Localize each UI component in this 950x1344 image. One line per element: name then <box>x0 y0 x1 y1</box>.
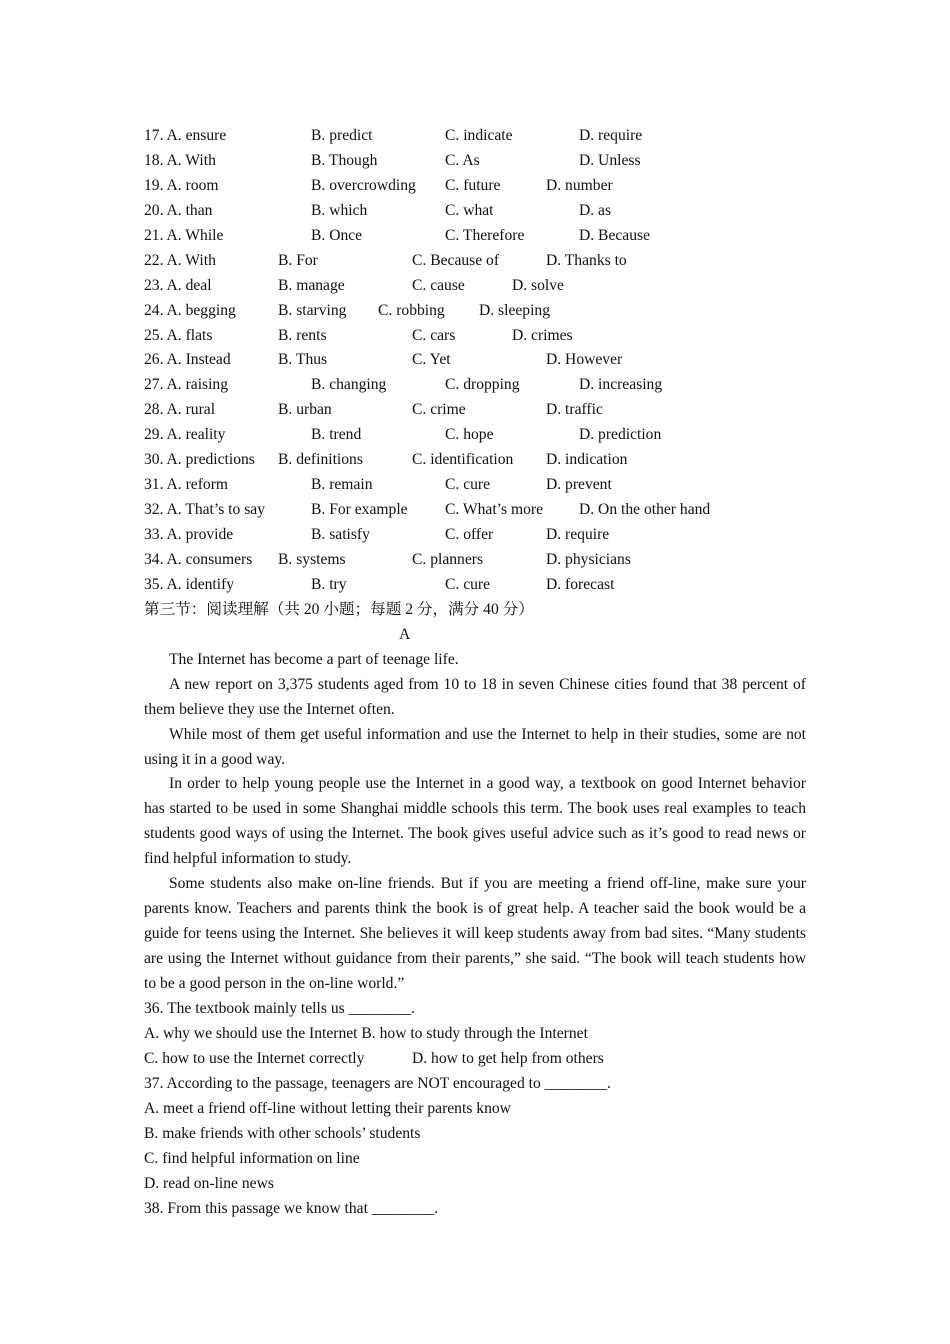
question-row-35 <box>144 573 806 598</box>
question-stem: 36. The textbook mainly tells us ________. <box>144 1000 415 1018</box>
question-row-33 <box>144 523 806 548</box>
option-d: D. Thanks to <box>546 251 627 269</box>
option-a: 32. A. That’s to say <box>144 501 265 519</box>
question-row-29 <box>144 423 806 448</box>
option-c: C. identification <box>412 451 514 469</box>
question-37 <box>144 1072 806 1197</box>
option-d: D. require <box>579 127 643 144</box>
option-d: D. physicians <box>546 550 631 568</box>
option-c: C. cure <box>445 476 491 494</box>
option-a: 28. A. rural <box>144 401 216 419</box>
option-d: D. number <box>546 176 613 194</box>
option-b: B. For example <box>311 501 408 519</box>
option-c: C. robbing <box>378 301 445 319</box>
option-c: C. As <box>445 151 480 169</box>
question-stem: 38. From this passage we know that ________. <box>144 1199 439 1217</box>
option-a: 24. A. begging <box>144 301 236 319</box>
question-row-25 <box>144 324 806 349</box>
option-a: 18. A. With <box>144 151 216 169</box>
option-a: 34. A. consumers <box>144 550 253 568</box>
question-38 <box>144 1197 806 1222</box>
option-a: 20. A. than <box>144 201 213 219</box>
question-row-28 <box>144 398 806 423</box>
option-b: B. Once <box>311 226 363 244</box>
question-row-32 <box>144 498 806 523</box>
option-d: D. increasing <box>579 376 663 394</box>
question-row-31 <box>144 473 806 498</box>
option-c: C. Because of <box>412 251 500 269</box>
option-a: 26. A. Instead <box>144 351 231 369</box>
option-c: C. Yet <box>412 351 451 369</box>
option-b: B. remain <box>311 476 373 494</box>
option-a: 25. A. flats <box>144 326 213 344</box>
question-stem: 37. According to the passage, teenagers are NOT encouraged to ________. <box>144 1074 611 1092</box>
option-d: D. prevent <box>546 476 612 494</box>
reading-passage <box>144 648 806 997</box>
option-b: B. Thus <box>278 351 328 369</box>
option-b: B. definitions <box>278 451 363 469</box>
option-d: D. On the other hand <box>579 501 711 519</box>
option-b: B. urban <box>278 401 332 419</box>
option-c: C. cure <box>445 575 491 593</box>
option-a: 27. A. raising <box>144 376 229 394</box>
option-a: 17. A. ensure <box>144 127 227 144</box>
option-a: 21. A. While <box>144 226 224 244</box>
question-row-18 <box>144 149 806 174</box>
option-d: D. crimes <box>512 326 573 344</box>
option-d: D. forecast <box>546 575 615 593</box>
option-b: B. Though <box>311 151 378 169</box>
question-row-34 <box>144 548 806 573</box>
option-d: D. prediction <box>579 426 662 444</box>
option-b: B. changing <box>311 376 387 394</box>
option-d: D. how to get help from others <box>412 1049 604 1067</box>
option-c: C. future <box>445 176 501 194</box>
option-d: D. traffic <box>546 401 603 419</box>
passage-paragraph: While most of them get useful information and use the Internet to help in their studies, some are not using it in a good way. <box>144 725 806 768</box>
option-c: C. offer <box>445 526 494 543</box>
option-a: 29. A. reality <box>144 426 226 444</box>
option-c: C. indicate <box>445 127 513 144</box>
passage-paragraph: The Internet has become a part of teenage life. <box>169 650 459 668</box>
option-a: 22. A. With <box>144 251 216 269</box>
option-d: D. solve <box>512 276 564 294</box>
question-row-20 <box>144 199 806 224</box>
option-a: 23. A. deal <box>144 276 212 294</box>
option-a: 33. A. provide <box>144 526 234 543</box>
cloze-options <box>144 124 806 598</box>
question-row-17 <box>144 124 806 149</box>
options-cd <box>144 1047 806 1072</box>
option-a: 31. A. reform <box>144 476 229 494</box>
option-b: B. systems <box>278 550 346 568</box>
option-b: B. overcrowding <box>311 176 416 194</box>
option-c: C. Therefore <box>445 226 525 244</box>
option-b: B. make friends with other schools’ students <box>144 1124 421 1142</box>
question-row-30 <box>144 448 806 473</box>
option-b: B. trend <box>311 426 362 444</box>
question-row-26 <box>144 348 806 373</box>
option-c: C. What’s more <box>445 501 544 519</box>
option-b: B. manage <box>278 276 345 294</box>
option-c: C. cause <box>412 276 465 294</box>
option-c: C. what <box>445 201 494 219</box>
option-b: B. predict <box>311 127 373 144</box>
option-c: C. find helpful information on line <box>144 1149 360 1167</box>
option-d: D. read on-line news <box>144 1174 274 1192</box>
option-c: C. planners <box>412 550 484 568</box>
passage-letter: A <box>399 625 411 643</box>
option-c: C. cars <box>412 326 456 344</box>
option-d: D. Because <box>579 226 651 244</box>
passage-paragraph: In order to help young people use the Internet in a good way, a textbook on good Internet behavior has started to be used in some Shanghai middle schools this term. The book uses real examples to teach students good ways of using the Internet. The book gives useful advice such as it’s good to read news or find helpful information to study. <box>144 775 806 868</box>
option-a: 30. A. predictions <box>144 451 255 469</box>
option-b: B. which <box>311 201 368 219</box>
question-row-24 <box>144 299 806 324</box>
question-row-22 <box>144 249 806 274</box>
option-c: C. how to use the Internet correctly <box>144 1049 365 1067</box>
option-d: D. However <box>546 351 623 369</box>
option-c: C. crime <box>412 401 466 419</box>
option-a: 19. A. room <box>144 176 219 194</box>
option-b: B. satisfy <box>311 526 370 543</box>
option-d: D. indication <box>546 451 628 469</box>
option-d: D. require <box>546 526 610 543</box>
question-row-19 <box>144 174 806 199</box>
exam-page <box>144 124 806 1221</box>
option-a: 35. A. identify <box>144 575 235 593</box>
question-row-27 <box>144 373 806 398</box>
question-row-23 <box>144 274 806 299</box>
option-c: C. hope <box>445 426 494 444</box>
option-a: A. meet a friend off-line without letting their parents know <box>144 1099 511 1117</box>
option-b: B. For <box>278 251 318 269</box>
option-b: B. rents <box>278 326 327 344</box>
option-c: C. dropping <box>445 376 520 394</box>
passage-paragraph: Some students also make on-line friends. But if you are meeting a friend off-line, make sure your parents know. Teachers and parents think the book is of great help. A teacher said the book would be a guide for teens using the Internet. She believes it will keep students away from bad sites. “Many students are using the Internet without guidance from their parents,” she said. “The book will teach students how to be a good person in the on-line world.” <box>144 875 806 993</box>
question-row-21 <box>144 224 806 249</box>
option-d: D. as <box>579 201 612 219</box>
option-b: B. try <box>311 575 347 593</box>
options-ab: A. why we should use the Internet B. how to study through the Internet <box>144 1024 588 1042</box>
question-36 <box>144 997 806 1072</box>
option-d: D. Unless <box>579 151 641 169</box>
passage-paragraph: A new report on 3,375 students aged from 10 to 18 in seven Chinese cities found that 38 percent of them believe they use the Internet often. <box>144 675 806 718</box>
option-b: B. starving <box>278 301 347 319</box>
option-d: D. sleeping <box>479 301 551 319</box>
section-heading: 第三节：阅读理解（共 20 小题；每题 2 分，满分 40 分） <box>144 600 534 618</box>
